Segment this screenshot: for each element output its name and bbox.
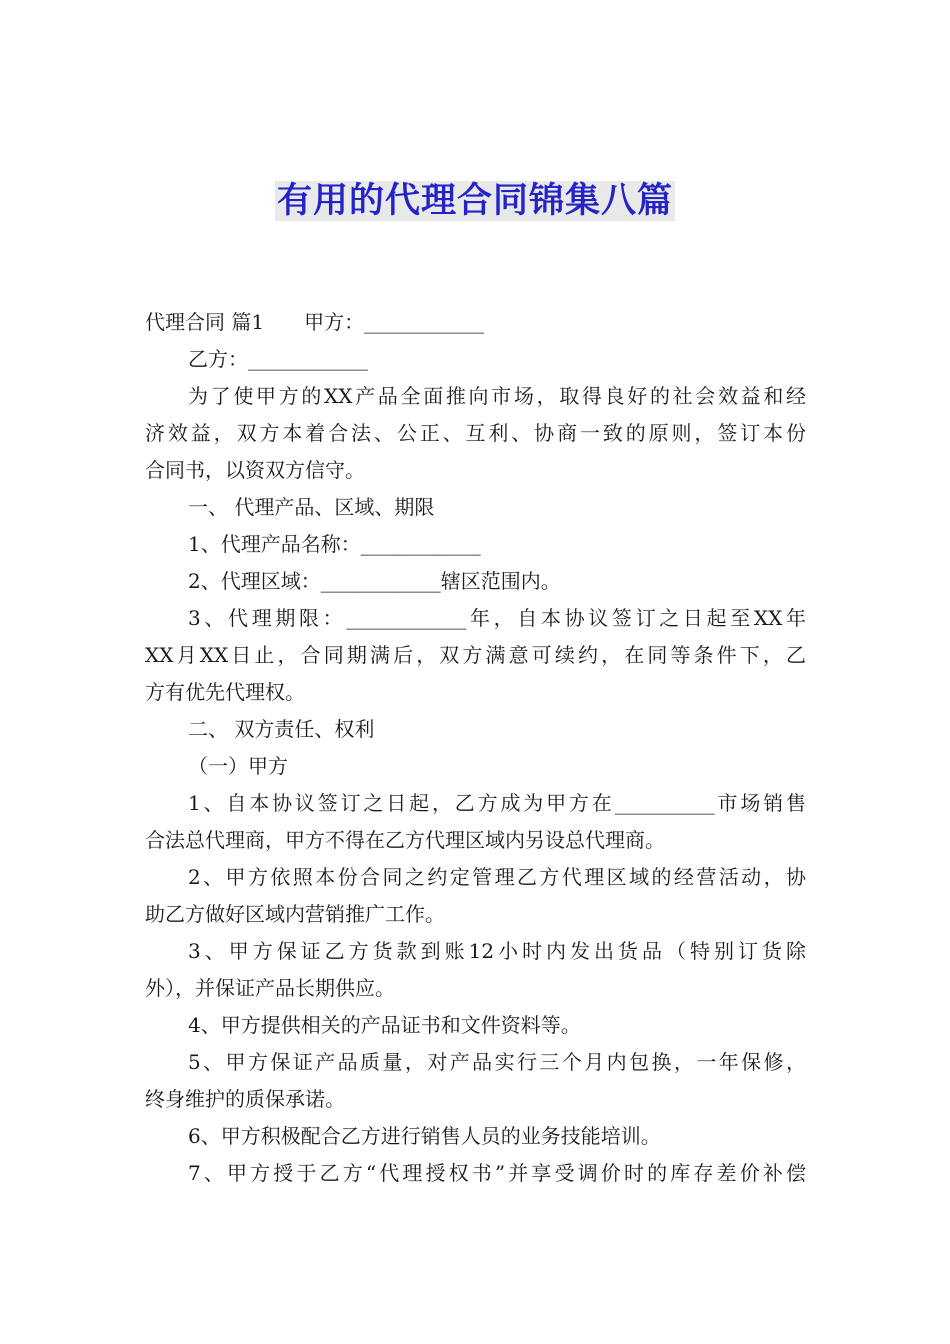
text-line: 合法总代理商，甲方不得在乙方代理区域内另设总代理商。: [145, 828, 665, 852]
text-line: 1、代理产品名称：____________: [188, 532, 481, 556]
text-line: XX月XX日止，合同期满后，双方满意可续约，在同等条件下，乙: [145, 643, 806, 667]
text-line: 4、甲方提供相关的产品证书和文件资料等。: [188, 1013, 581, 1037]
text-line: 助乙方做好区域内营销推广工作。: [145, 902, 445, 926]
text-line: 2、代理区域：____________辖区范围内。: [188, 569, 561, 593]
text-line: 2、甲方依照本份合同之约定管理乙方代理区域的经营活动，协: [188, 865, 806, 889]
text-line: 终身维护的质保承诺。: [145, 1087, 345, 1111]
section-heading: 二、 双方责任、权利: [188, 717, 375, 741]
text-line: 3、甲方保证乙方货款到账12小时内发出货品（特别订货除: [188, 939, 806, 963]
text-line: 外），并保证产品长期供应。: [145, 976, 395, 1000]
text-line: 为了使甲方的XX产品全面推向市场，取得良好的社会效益和经: [188, 384, 806, 408]
text-line: 乙方：____________: [188, 347, 368, 371]
section-heading: 一、 代理产品、区域、期限: [188, 495, 435, 519]
subsection-heading: （一）甲方: [188, 754, 288, 778]
text-line: 5、甲方保证产品质量，对产品实行三个月内包换，一年保修，: [188, 1050, 806, 1074]
text-line: 方有优先代理权。: [145, 680, 305, 704]
text-line: 济效益，双方本着合法、公正、互利、协商一致的原则，签订本份: [145, 421, 806, 445]
document-title: 有用的代理合同锦集八篇: [276, 181, 673, 221]
text-line: 合同书，以资双方信守。: [145, 458, 365, 482]
text-line: 7、甲方授于乙方“代理授权书”并享受调价时的库存差价补偿: [188, 1161, 806, 1185]
text-line: 代理合同 篇1 甲方：____________: [145, 310, 485, 334]
text-line: 6、甲方积极配合乙方进行销售人员的业务技能培训。: [188, 1124, 661, 1148]
text-line: 1、自本协议签订之日起，乙方成为甲方在__________市场销售: [188, 791, 806, 815]
text-line: 3、代理期限：____________年，自本协议签订之日起至XX年: [188, 606, 806, 630]
